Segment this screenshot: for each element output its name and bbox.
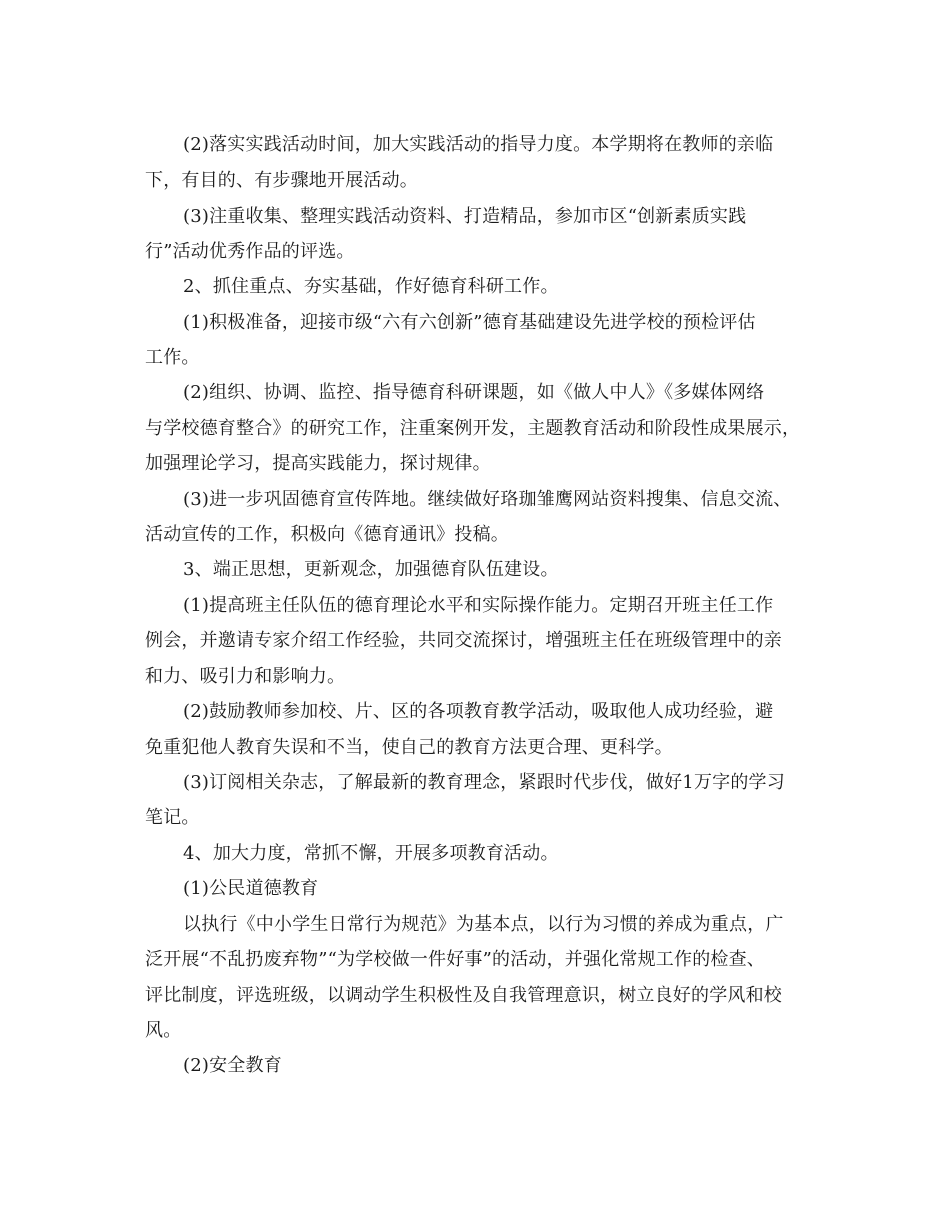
section-heading: 4、加大力度，常抓不懈，开展多项教育活动。 xyxy=(183,843,559,864)
text-line: 例会，并邀请专家介绍工作经验，共同交流探讨，增强班主任在班级管理中的亲 xyxy=(145,630,782,651)
text-line: 活动宣传的工作，积极向《德育通讯》投稿。 xyxy=(145,524,509,545)
text-line: 与学校德育整合》的研究工作，注重案例开发，主题教育活动和阶段性成果展示， xyxy=(145,418,801,439)
text-line: 风。 xyxy=(145,1020,182,1041)
text-line: (2)组织、协调、监控、指导德育科研课题，如《做人中人》《多媒体网络 xyxy=(183,382,765,403)
text-line: 免重犯他人教育失误和不当，使自己的教育方法更合理、更科学。 xyxy=(145,737,673,758)
text-line: (1)提高班主任队伍的德育理论水平和实际操作能力。定期召开班主任工作 xyxy=(183,595,774,616)
subsection-heading: (1)公民道德教育 xyxy=(183,878,319,899)
subsection-heading: (2)安全教育 xyxy=(183,1055,282,1076)
text-line: 行”活动优秀作品的评选。 xyxy=(145,241,355,262)
text-line: 和力、吸引力和影响力。 xyxy=(145,666,346,687)
text-line: 评比制度，评选班级，以调动学生积极性及自我管理意识，树立良好的学风和校 xyxy=(145,985,782,1006)
text-line: 加强理论学习，提高实践能力，探讨规律。 xyxy=(145,453,491,474)
text-line: (3)订阅相关杂志，了解最新的教育理念，紧跟时代步伐，做好1万字的学习 xyxy=(183,772,785,793)
text-line: 以执行《中小学生日常行为规范》为基本点，以行为习惯的养成为重点，广 xyxy=(183,914,784,935)
section-heading: 2、抓住重点、夯实基础，作好德育科研工作。 xyxy=(183,276,559,297)
text-line: (1)积极准备，迎接市级“六有六创新”德育基础建设先进学校的预检评估 xyxy=(183,312,756,333)
text-line: (3)进一步巩固德育宣传阵地。继续做好珞珈雏鹰网站资料搜集、信息交流、 xyxy=(183,489,792,510)
text-line: (3)注重收集、整理实践活动资料、打造精品，参加市区“创新素质实践 xyxy=(183,206,747,227)
text-line: (2)落实实践活动时间，加大实践活动的指导力度。本学期将在教师的亲临 xyxy=(183,134,774,155)
text-line: 笔记。 xyxy=(145,807,200,828)
text-line: (2)鼓励教师参加校、片、区的各项教育教学活动，吸取他人成功经验，避 xyxy=(183,701,774,722)
text-line: 泛开展“不乱扔废弃物”“为学校做一件好事”的活动，并强化常规工作的检查、 xyxy=(145,949,766,970)
text-line: 工作。 xyxy=(145,347,200,368)
text-line: 下，有目的、有步骤地开展活动。 xyxy=(145,170,418,191)
section-heading: 3、端正思想，更新观念，加强德育队伍建设。 xyxy=(183,559,559,580)
